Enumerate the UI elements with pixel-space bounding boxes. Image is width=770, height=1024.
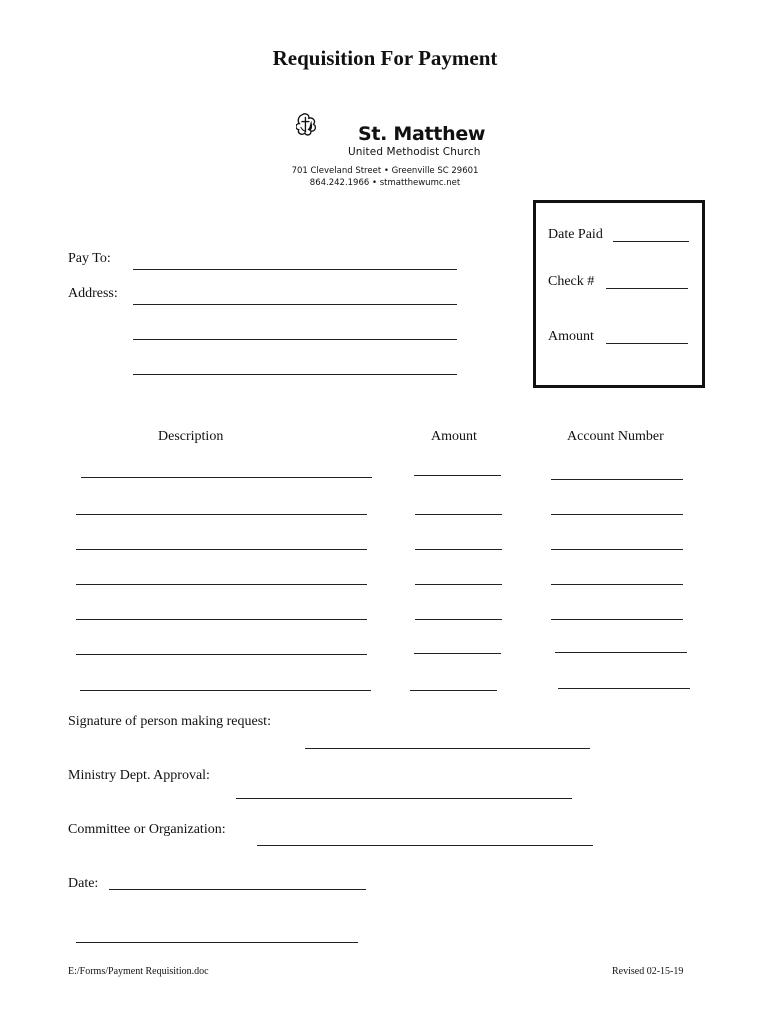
box-amount-label: Amount [548,329,594,344]
committee-line[interactable] [257,845,593,846]
amount-line-7[interactable] [410,690,497,691]
pay-to-label: Pay To: [68,251,111,266]
extra-signature-line[interactable] [76,942,358,943]
account-line-3[interactable] [551,549,683,550]
amount-header: Amount [431,429,477,444]
account-line-2[interactable] [551,514,683,515]
address-line-2[interactable] [133,339,457,340]
date-paid-label: Date Paid [548,227,603,242]
account-line-4[interactable] [551,584,683,585]
amount-line-1[interactable] [414,475,501,476]
date-line[interactable] [109,889,366,890]
church-address: 701 Cleveland Street • Greenville SC 29601 [291,166,479,176]
address-label: Address: [68,286,118,301]
description-line-1[interactable] [81,477,372,478]
amount-line-4[interactable] [415,584,502,585]
date-label: Date: [68,876,99,891]
description-header: Description [158,429,224,444]
account-number-header: Account Number [567,429,664,444]
check-number-label: Check # [548,274,595,289]
box-amount-line[interactable] [606,343,688,344]
revision-date: Revised 02-15-19 [612,966,684,977]
account-line-1[interactable] [551,479,683,480]
account-line-5[interactable] [551,619,683,620]
amount-line-5[interactable] [415,619,502,620]
church-subtitle: United Methodist Church [348,146,481,158]
address-line-3[interactable] [133,374,457,375]
form-title: Requisition For Payment [272,46,498,70]
committee-label: Committee or Organization: [68,822,226,837]
address-line-1[interactable] [133,304,457,305]
church-contact: 864.242.1966 • stmatthewumc.net [309,178,461,188]
ministry-approval-label: Ministry Dept. Approval: [68,768,210,783]
account-line-7[interactable] [558,688,690,689]
description-line-2[interactable] [76,514,367,515]
account-line-6[interactable] [555,652,687,653]
signature-label: Signature of person making request: [68,714,271,729]
description-line-5[interactable] [76,619,367,620]
amount-line-3[interactable] [415,549,502,550]
ministry-approval-line[interactable] [236,798,572,799]
date-paid-line[interactable] [613,241,689,242]
church-name: St. Matthew [358,123,486,145]
description-line-6[interactable] [76,654,367,655]
check-number-line[interactable] [606,288,688,289]
amount-line-6[interactable] [414,653,501,654]
signature-line[interactable] [305,748,590,749]
amount-line-2[interactable] [415,514,502,515]
description-line-7[interactable] [80,690,371,691]
description-line-4[interactable] [76,584,367,585]
pay-to-line[interactable] [133,269,457,270]
description-line-3[interactable] [76,549,367,550]
file-path: E:/Forms/Payment Requisition.doc [68,966,209,977]
